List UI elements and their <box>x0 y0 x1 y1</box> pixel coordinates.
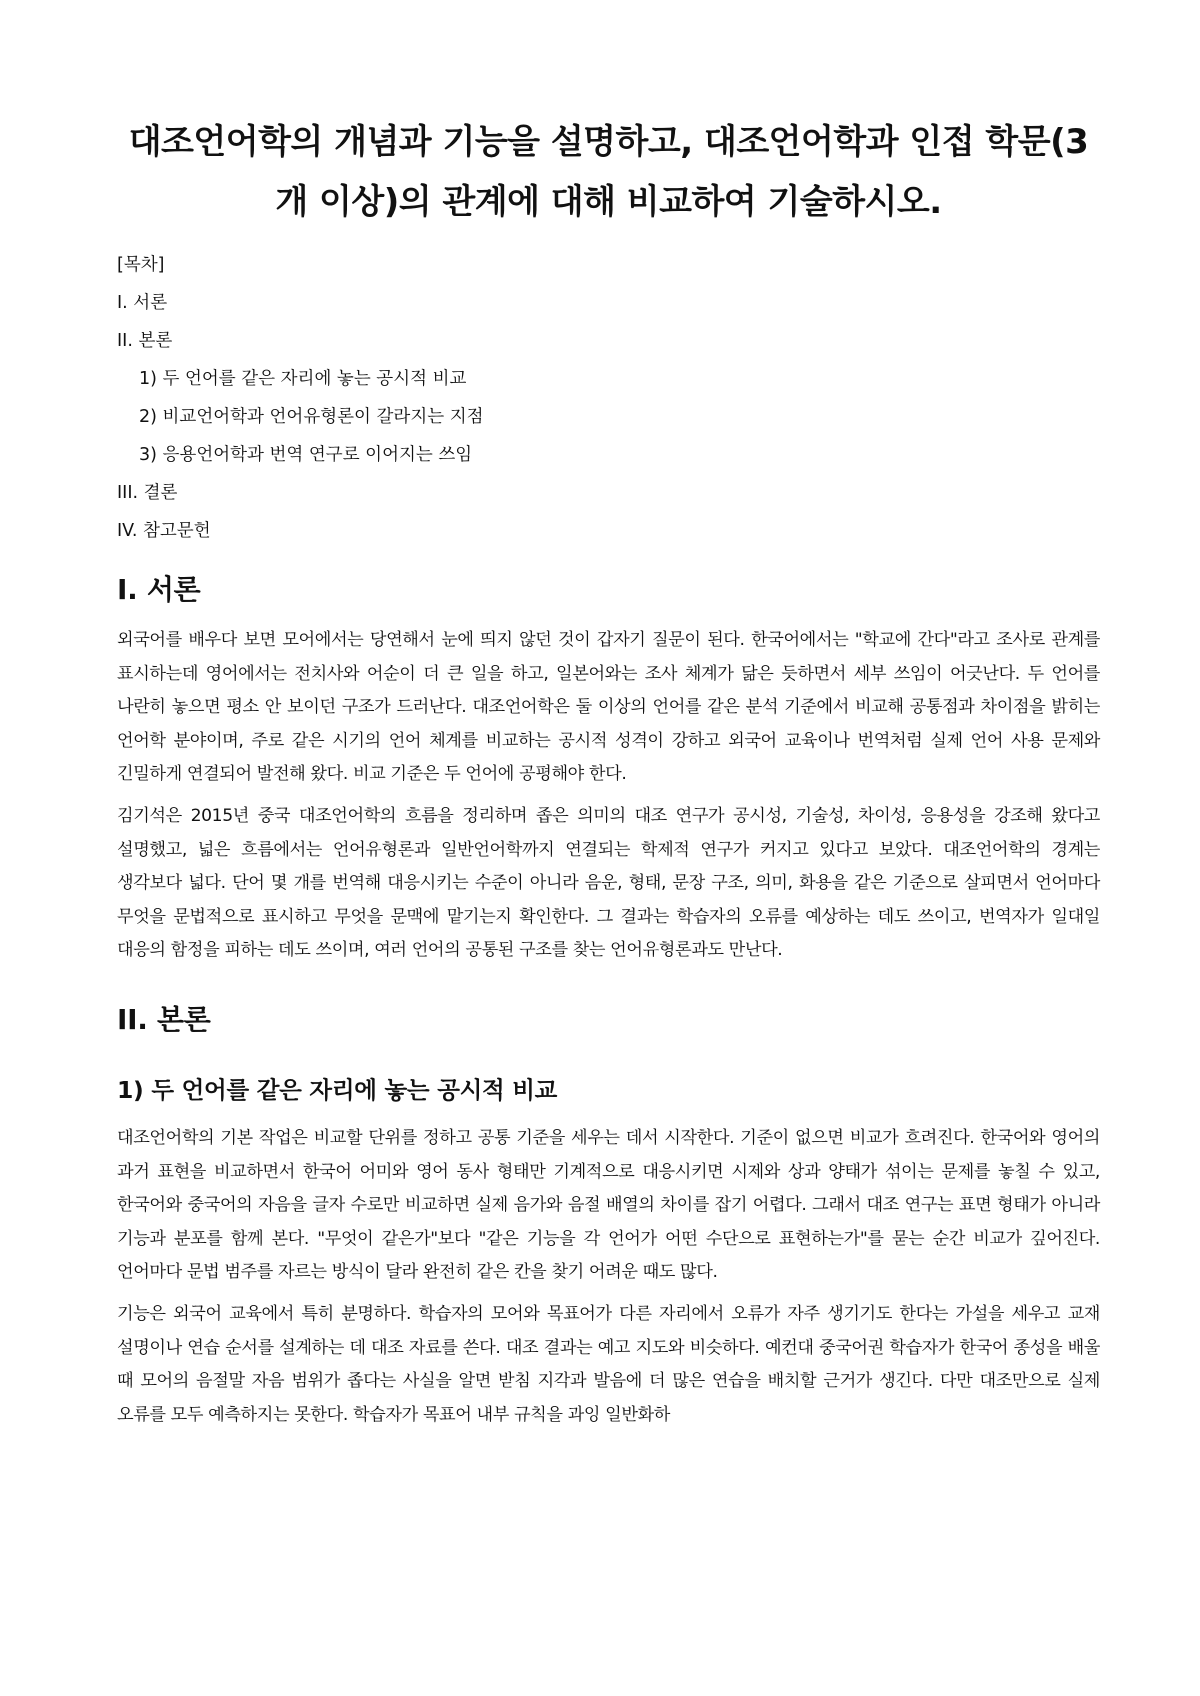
subsection-heading-1: 1) 두 언어를 같은 자리에 놓는 공시적 비교 <box>117 1075 558 1104</box>
document-page <box>117 0 1100 1432</box>
intro-paragraph-2: 김기석은 2015년 중국 대조언어학의 흐름을 정리하며 좁은 의미의 대조 연구가 공시성, 기술성, 차이성, 응용성을 강조해 왔다고 설명했고, 넓은 흐름에서는 언어유형론과 일반언어학까지 연결되는 학제적 연구가 커지고 있다고 보았다. 대조언어학의 경계는 생각보다 넓다. 단어 몇 개를 번역해 대응시키는 수준이 아니라 음운, 형태, 문장 구조, 의미, 화용을 같은 기준으로 살피면서 언어마다 무엇을 문법적으로 표시하고 무엇을 문맥에 맡기는지 확인한다. 그 결과는 학습자의 오류를 예상하는 데도 쓰이고, 번역자가 일대일 대응의 함정을 피하는 데도 쓰이며, 여러 언어의 공통된 구조를 찾는 언어유형론과도 만난다. <box>117 805 1100 961</box>
toc-subitem-3: 3) 응용언어학과 번역 연구로 이어지는 쓰임 <box>139 445 473 465</box>
table-of-contents <box>117 246 1100 550</box>
toc-item-intro: I. 서론 <box>117 293 168 313</box>
document-title: 대조언어학의 개념과 기능을 설명하고, 대조언어학과 인접 학문(3개 이상)의 관계에 대해 비교하여 기술하시오. <box>128 122 1089 222</box>
body-paragraph-2: 기능은 외국어 교육에서 특히 분명하다. 학습자의 모어와 목표어가 다른 자리에서 오류가 자주 생기기도 한다는 가설을 세우고 교재 설명이나 연습 순서를 설계하는 데 대조 자료를 쓴다. 대조 결과는 예고 지도와 비슷하다. 예컨대 중국어권 학습자가 한국어 종성을 배울 때 모어의 음절말 자음 범위가 좁다는 사실을 알면 받침 지각과 발음에 더 많은 연습을 배치할 근거가 생긴다. 다만 대조만으로 실제 오류를 모두 예측하지는 못한다. 학습자가 목표어 내부 규칙을 과잉 일반화하 <box>117 1303 1100 1425</box>
body-paragraph-1: 대조언어학의 기본 작업은 비교할 단위를 정하고 공통 기준을 세우는 데서 시작한다. 기준이 없으면 비교가 흐려진다. 한국어와 영어의 과거 표현을 비교하면서 한국어 어미와 영어 동사 형태만 기계적으로 대응시키면 시제와 상과 양태가 섞이는 문제를 놓칠 수 있고, 한국어와 중국어의 자음을 글자 수로만 비교하면 실제 음가와 음절 배열의 차이를 잡기 어렵다. 그래서 대조 연구는 표면 형태가 아니라 기능과 분포를 함께 본다. "무엇이 같은가"보다 "같은 기능을 각 언어가 어떤 수단으로 표현하는가"를 묻는 순간 비교가 깊어진다. 언어마다 문법 범주를 자르는 방식이 달라 완전히 같은 칸을 찾기 어려운 때도 많다. <box>117 1127 1100 1283</box>
section-heading-intro: I. 서론 <box>117 573 201 606</box>
toc-subitem-1: 1) 두 언어를 같은 자리에 놓는 공시적 비교 <box>139 369 467 389</box>
toc-heading: [목차] <box>117 255 165 275</box>
intro-paragraph-1: 외국어를 배우다 보면 모어에서는 당연해서 눈에 띄지 않던 것이 갑자기 질문이 된다. 한국어에서는 "학교에 간다"라고 조사로 관계를 표시하는데 영어에서는 전치사와 어순이 더 큰 일을 하고, 일본어와는 조사 체계가 닮은 듯하면서 세부 쓰임이 어긋난다. 두 언어를 나란히 놓으면 평소 안 보이던 구조가 드러난다. 대조언어학은 둘 이상의 언어를 같은 분석 기준에서 비교해 공통점과 차이점을 밝히는 언어학 분야이며, 주로 같은 시기의 언어 체계를 비교하는 공시적 성격이 강하고 외국어 교육이나 번역처럼 실제 언어 사용 문제와 긴밀하게 연결되어 발전해 왔다. 비교 기준은 두 언어에 공평해야 한다. <box>117 630 1100 785</box>
section-heading-body: II. 본론 <box>117 1002 211 1036</box>
toc-item-references: IV. 참고문헌 <box>117 521 211 541</box>
toc-item-conclusion: III. 결론 <box>117 483 178 503</box>
toc-item-body: II. 본론 <box>117 331 173 351</box>
toc-subitem-2: 2) 비교언어학과 언어유형론이 갈라지는 지점 <box>139 407 484 427</box>
